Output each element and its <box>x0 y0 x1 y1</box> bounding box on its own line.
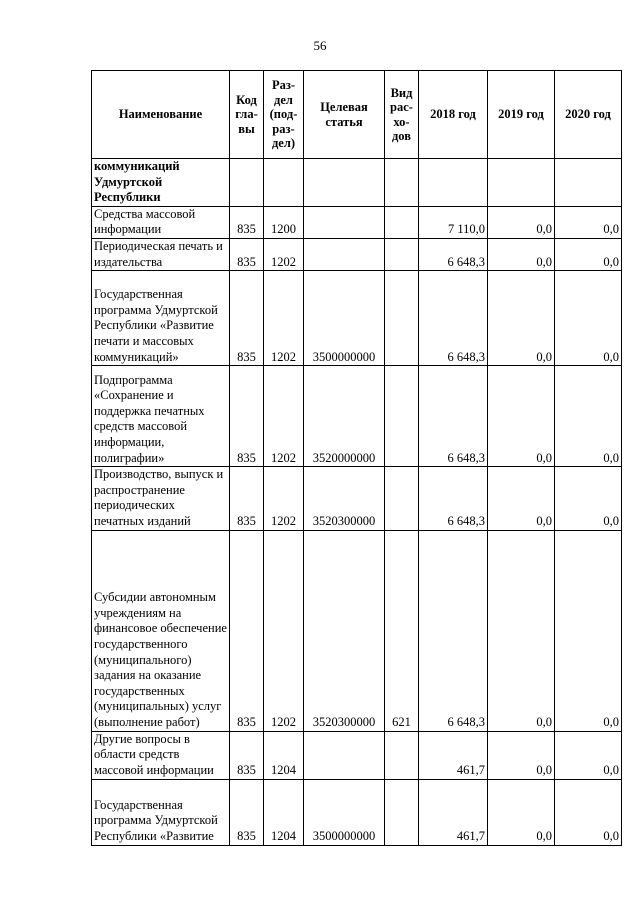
row-target: 3500000000 <box>304 271 385 366</box>
row-name: коммуникаций Удмуртской Республики <box>92 159 230 207</box>
row-2020: 0,0 <box>555 271 622 366</box>
row-2018: 6 648,3 <box>419 530 488 731</box>
table-row <box>92 271 622 366</box>
row-target: 3520300000 <box>304 467 385 530</box>
row-2020: 0,0 <box>555 238 622 270</box>
row-section: 1204 <box>264 779 304 845</box>
row-chapter: 835 <box>230 206 264 238</box>
table-row <box>92 206 622 238</box>
row-2020: 0,0 <box>555 467 622 530</box>
row-name: Подпрограмма «Сохранение и поддержка печатных средств массовой информации, полиграфии» <box>92 366 230 467</box>
row-chapter: 835 <box>230 530 264 731</box>
row-2019: 0,0 <box>488 271 555 366</box>
table-row <box>92 159 622 207</box>
row-section: 1202 <box>264 271 304 366</box>
row-name: Государственная программа Удмуртской Республики «Развитие <box>92 779 230 845</box>
header-name: Наименование <box>92 71 230 159</box>
header-2020: 2020 год <box>555 71 622 159</box>
row-chapter: 835 <box>230 467 264 530</box>
row-2020: 0,0 <box>555 206 622 238</box>
row-expense-type <box>385 731 419 779</box>
header-2018: 2018 год <box>419 71 488 159</box>
row-chapter: 835 <box>230 731 264 779</box>
row-expense-type <box>385 238 419 270</box>
header-section: Раз-дел (под-раз-дел) <box>264 71 304 159</box>
header-chapter: Код гла-вы <box>230 71 264 159</box>
row-section: 1204 <box>264 731 304 779</box>
table-row <box>92 530 622 731</box>
row-2018: 461,7 <box>419 731 488 779</box>
row-name: Другие вопросы в области средств массовой информации <box>92 731 230 779</box>
row-expense-type <box>385 271 419 366</box>
row-chapter: 835 <box>230 271 264 366</box>
row-2020: 0,0 <box>555 731 622 779</box>
row-name: Средства массовой информации <box>92 206 230 238</box>
table-row <box>92 366 622 467</box>
row-2020 <box>555 159 622 207</box>
header-expense-type: Вид рас-хо-дов <box>385 71 419 159</box>
row-2019: 0,0 <box>488 530 555 731</box>
row-expense-type <box>385 467 419 530</box>
row-section: 1202 <box>264 530 304 731</box>
row-2018: 6 648,3 <box>419 238 488 270</box>
row-section: 1202 <box>264 467 304 530</box>
page-number: 56 <box>313 38 327 53</box>
header-2019: 2019 год <box>488 71 555 159</box>
row-2018: 6 648,3 <box>419 467 488 530</box>
row-2018: 7 110,0 <box>419 206 488 238</box>
row-target <box>304 731 385 779</box>
row-2019: 0,0 <box>488 467 555 530</box>
row-target: 3500000000 <box>304 779 385 845</box>
row-chapter: 835 <box>230 238 264 270</box>
row-target: 3520300000 <box>304 530 385 731</box>
row-2019: 0,0 <box>488 238 555 270</box>
row-expense-type <box>385 159 419 207</box>
row-expense-type: 621 <box>385 530 419 731</box>
row-expense-type <box>385 206 419 238</box>
row-2018 <box>419 159 488 207</box>
header-target: Целевая статья <box>304 71 385 159</box>
row-section: 1202 <box>264 238 304 270</box>
row-2020: 0,0 <box>555 530 622 731</box>
table-header-row <box>92 71 622 159</box>
row-target: 3520000000 <box>304 366 385 467</box>
row-2018: 6 648,3 <box>419 366 488 467</box>
row-expense-type <box>385 779 419 845</box>
row-2019: 0,0 <box>488 206 555 238</box>
row-2019 <box>488 159 555 207</box>
row-2019: 0,0 <box>488 779 555 845</box>
row-2020: 0,0 <box>555 779 622 845</box>
row-2019: 0,0 <box>488 366 555 467</box>
row-chapter <box>230 159 264 207</box>
budget-table <box>91 70 622 846</box>
table-row <box>92 467 622 530</box>
row-section <box>264 159 304 207</box>
row-2019: 0,0 <box>488 731 555 779</box>
row-section: 1200 <box>264 206 304 238</box>
row-target <box>304 238 385 270</box>
row-section: 1202 <box>264 366 304 467</box>
row-expense-type <box>385 366 419 467</box>
table-row <box>92 731 622 779</box>
row-name: Периодическая печать и издательства <box>92 238 230 270</box>
row-2018: 6 648,3 <box>419 271 488 366</box>
row-name: Производство, выпуск и распространение периодических печатных изданий <box>92 467 230 530</box>
row-chapter: 835 <box>230 779 264 845</box>
row-chapter: 835 <box>230 366 264 467</box>
row-name: Государственная программа Удмуртской Республики «Развитие печати и массовых коммуникаций» <box>92 271 230 366</box>
row-name: Субсидии автономным учреждениям на финансовое обеспечение государственного (муниципального) задания на оказание государственных (муниципальных) услуг (выполнение работ) <box>92 530 230 731</box>
row-2018: 461,7 <box>419 779 488 845</box>
row-target <box>304 206 385 238</box>
table-row <box>92 779 622 845</box>
row-target <box>304 159 385 207</box>
table-row <box>92 238 622 270</box>
row-2020: 0,0 <box>555 366 622 467</box>
